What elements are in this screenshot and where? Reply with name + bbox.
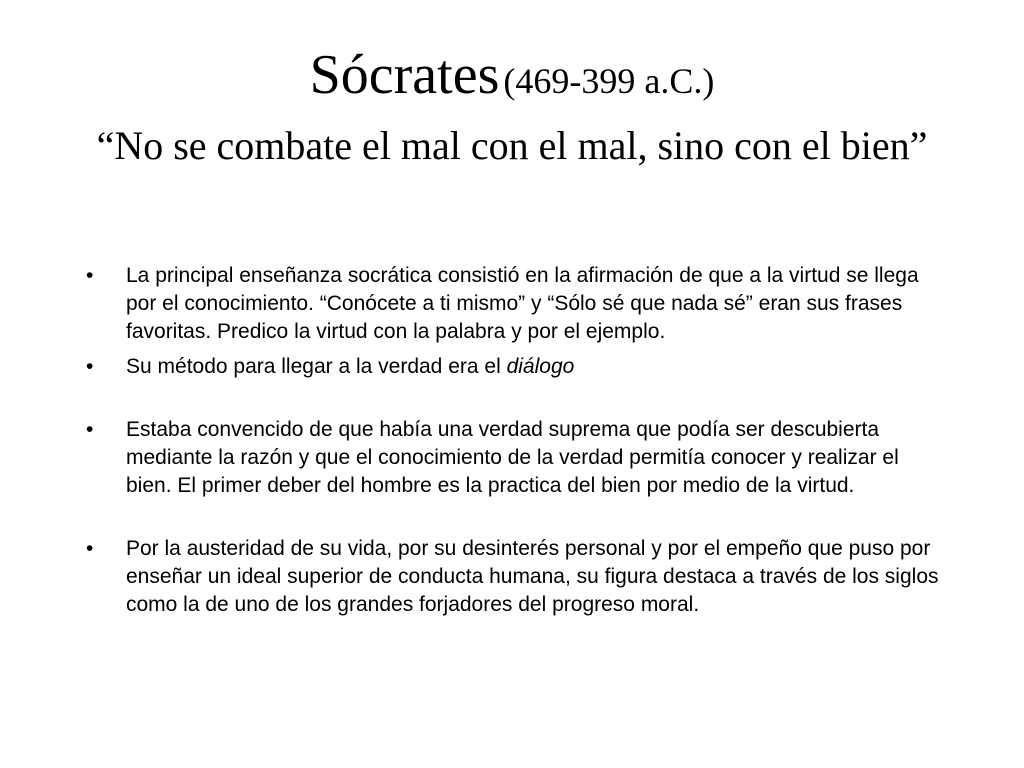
- bullet-emphasis: diálogo: [506, 355, 575, 378]
- title-heading: [40, 44, 984, 120]
- bullet-text: Estaba convencido de que había una verdad suprema que podía ser descubierta mediante la razón y que el conocimiento de la verdad permitía conocer y realizar el bien. El primer deber del hombre es la practica del bien por medio de la virtud.: [126, 418, 899, 497]
- bullet-marker: •: [86, 264, 94, 287]
- bullet-text: La principal enseñanza socrática consistió en la afirmación de que a la virtud se llega por el conocimiento. “Conócete a ti mismo” y “Sólo sé que nada sé” eran sus frases favoritas. Predico la virtud con la palabra y por el ejemplo.: [126, 264, 919, 343]
- title-name: Sócrates: [309, 44, 500, 106]
- bullet-text: Su método para llegar a la verdad era el: [126, 355, 507, 378]
- slide-title: [40, 44, 984, 170]
- bullet-list: [86, 262, 946, 619]
- bullet-item: [86, 535, 946, 619]
- bullet-item: [86, 353, 946, 381]
- bullet-item: [86, 262, 946, 346]
- bullet-marker: •: [86, 418, 94, 441]
- bullet-marker: •: [86, 355, 94, 378]
- bullet-marker: •: [86, 537, 94, 560]
- title-dates: (469-399 a.C.): [503, 61, 715, 101]
- title-quote: “No se combate el mal con el mal, sino con el bien”: [96, 123, 928, 168]
- bullet-text: Por la austeridad de su vida, por su desinterés personal y por el empeño que puso por enseñar un ideal superior de conducta humana, su figura destaca a través de los siglos como la de uno de los grandes forjadores del progreso moral.: [126, 537, 939, 616]
- bullet-item: [86, 416, 946, 500]
